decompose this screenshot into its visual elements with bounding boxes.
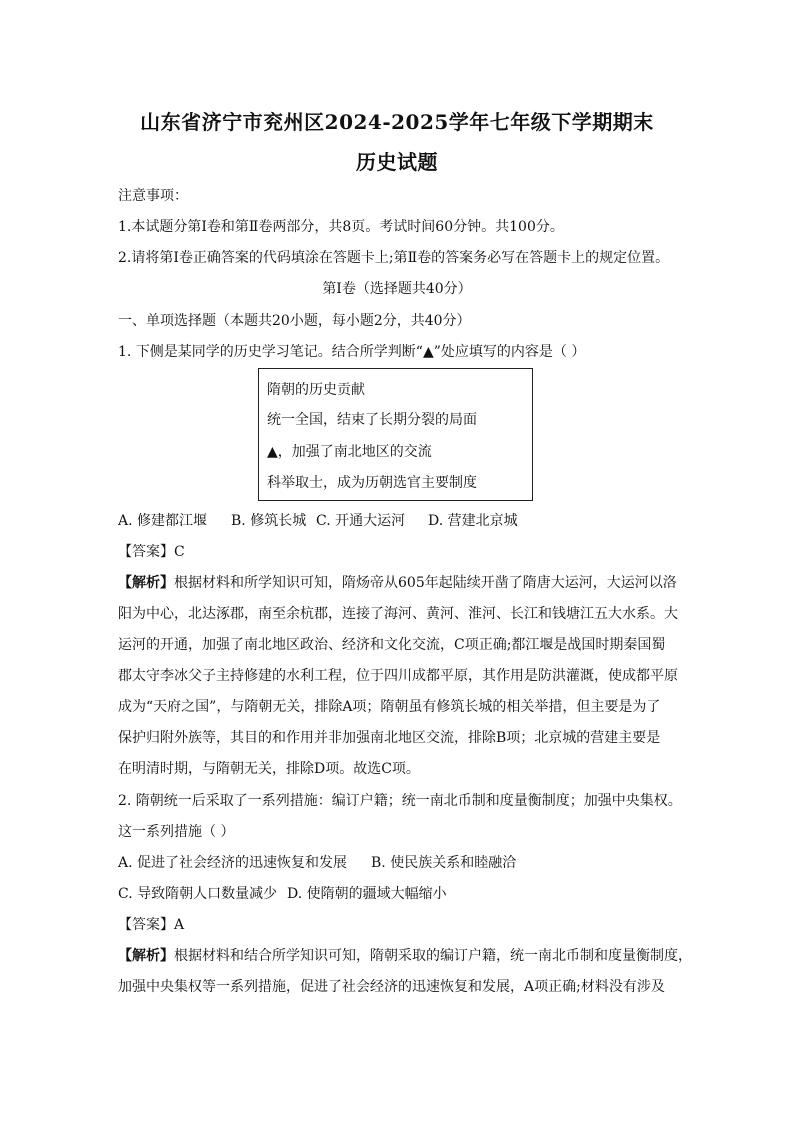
q2-stem-line-1: 2. 隋朝统一后采取了一系列措施：编订户籍；统一南北币制和度量衡制度；加强中央集权。 bbox=[118, 793, 682, 809]
q1-answer: 【答案】C bbox=[118, 544, 185, 560]
q1-analysis-line: 成为“天府之国”，与隋朝无关，排除A项；隋朝虽有修筑长城的相关举措，但主要是为了 bbox=[118, 699, 661, 715]
q1-analysis-line bbox=[118, 574, 677, 592]
q1-material-box bbox=[258, 368, 533, 501]
exam-subtitle: 历史试题 bbox=[356, 150, 438, 174]
q2-option-c: C. 导致隋朝人口数量减少 bbox=[118, 886, 278, 902]
q1-option-d: D. 营建北京城 bbox=[428, 513, 518, 529]
exam-title: 山东省济宁市兖州区2024-2025学年七年级下学期期末 bbox=[140, 110, 654, 134]
q1-analysis-line: 运河的开通，加强了南北地区政治、经济和文化交流，C项正确;都江堰是战国时期秦国蜀 bbox=[118, 637, 666, 653]
q2-answer: 【答案】A bbox=[118, 917, 185, 933]
material-line: 科举取士，成为历朝选官主要制度 bbox=[267, 475, 477, 491]
q1-option-c: C. 开通大运河 bbox=[316, 513, 406, 529]
part-title: 一、单项选择题（本题共20小题，每小题2分，共40分） bbox=[118, 313, 471, 329]
q1-analysis-line: 郡太守李冰父子主持修建的水利工程，位于四川成都平原，其作用是防洪灌溉，使成都平原 bbox=[118, 668, 678, 684]
material-line: 统一全国，结束了长期分裂的局面 bbox=[267, 412, 477, 428]
analysis-label: 【解析】 bbox=[118, 948, 174, 964]
q1-analysis-line: 在明清时期，与隋朝无关，排除D项。故选C项。 bbox=[118, 761, 420, 777]
notice-item-1: 1.本试题分第Ⅰ卷和第Ⅱ卷两部分，共8页。考试时间60分钟。共100分。 bbox=[118, 219, 564, 235]
q2-stem-line-2: 这一系列措施（ ） bbox=[118, 824, 235, 840]
q1-option-b: B. 修筑长城 bbox=[231, 513, 307, 529]
notice-item-2: 2.请将第Ⅰ卷正确答案的代码填涂在答题卡上;第Ⅱ卷的答案务必写在答题卡上的规定位置。 bbox=[118, 250, 670, 266]
q2-option-a: A. 促进了社会经济的迅速恢复和发展 bbox=[118, 855, 348, 871]
analysis-label: 【解析】 bbox=[118, 575, 174, 591]
q1-option-a: A. 修建都江堰 bbox=[118, 513, 208, 529]
volume-title: 第Ⅰ卷（选择题共40分） bbox=[322, 281, 472, 297]
material-line: ▲，加强了南北地区的交流 bbox=[267, 444, 432, 460]
q2-analysis-line: 加强中央集权等一系列措施，促进了社会经济的迅速恢复和发展，A项正确;材料没有涉及 bbox=[118, 979, 665, 995]
q1-stem: 1. 下侧是某同学的历史学习笔记。结合所学判断“▲”处应填写的内容是（ ） bbox=[118, 344, 586, 360]
q2-option-d: D. 使隋朝的疆域大幅缩小 bbox=[287, 886, 447, 902]
q2-option-b: B. 使民族关系和睦融洽 bbox=[371, 855, 517, 871]
material-line: 隋朝的历史贡献 bbox=[267, 382, 365, 398]
notice-heading: 注意事项： bbox=[118, 188, 188, 204]
q1-analysis-line: 阳为中心，北达涿郡，南至余杭郡，连接了海河、黄河、淮河、长江和钱塘江五大水系。大 bbox=[118, 606, 678, 622]
q2-analysis-line bbox=[118, 947, 692, 965]
analysis-text: 根据材料和所学知识可知，隋炀帝从605年起陆续开凿了隋唐大运河，大运河以洛 bbox=[174, 575, 677, 591]
q1-analysis-line: 保护归附外族等，其目的和作用并非加强南北地区交流，排除B项；北京城的营建主要是 bbox=[118, 730, 661, 746]
analysis-text: 根据材料和结合所学知识可知，隋朝采取的编订户籍，统一南北币制和度量衡制度， bbox=[174, 948, 692, 964]
